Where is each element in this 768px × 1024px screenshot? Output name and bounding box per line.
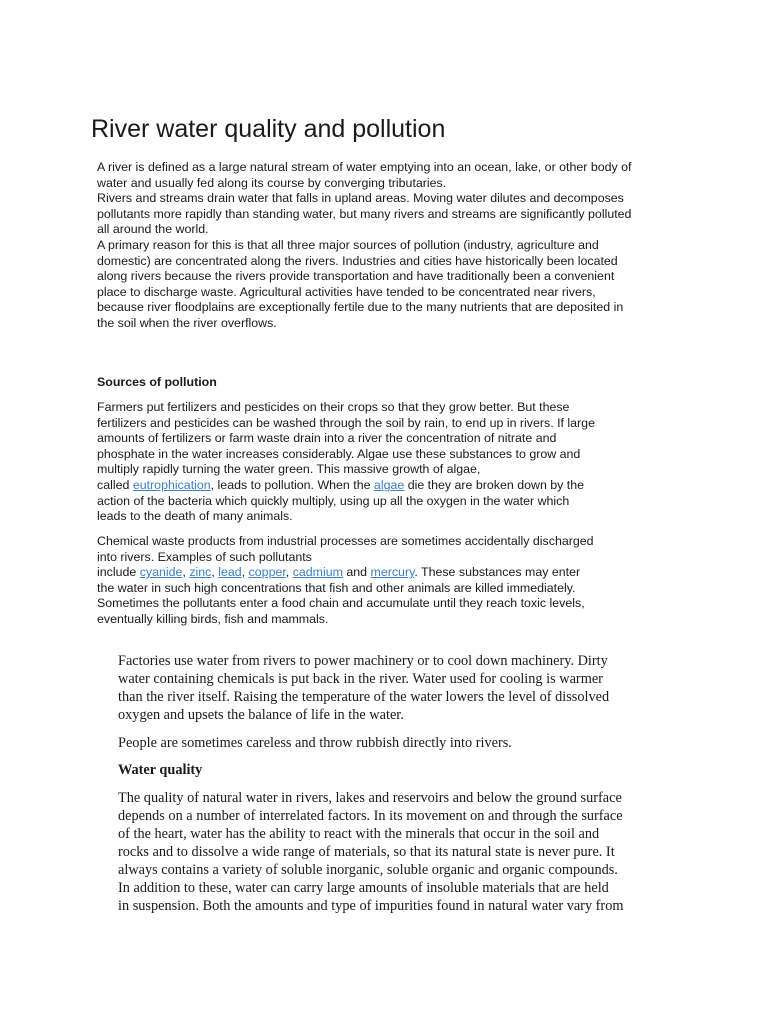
cyanide-link[interactable]: cyanide [139,565,183,580]
mercury-link[interactable]: mercury [370,565,415,580]
text-fragment: called [97,477,133,492]
cadmium-link[interactable]: cadmium [292,565,343,580]
text-line: multiply rapidly turning the water green. This massive growth of algae, [97,462,481,477]
text-line: depends on a number of interrelated factors. In its movement on and through the surface [118,808,623,824]
text-line: Rivers and streams drain water that falls in upland areas. Moving water dilutes and decomposes [97,191,624,206]
text-line: phosphate in the water increases considerably. Algae use these substances to grow and [97,446,581,461]
text-line: all around the world. [97,222,209,237]
text-line: of the heart, water has the ability to react with the minerals that occur in the soil and [118,826,600,842]
factories-paragraph [118,652,658,724]
text-line: A primary reason for this is that all three major sources of pollution (industry, agriculture and [97,237,599,252]
text-line: eventually killing birds, fish and mammals. [97,611,329,626]
text-line: fertilizers and pesticides can be washed through the soil by rain, to end up in rivers. If large [97,415,595,430]
text-line: the water in such high concentrations that fish and other animals are killed immediately. [97,580,576,595]
text-fragment: . These substances may enter [414,565,581,580]
text-line-with-links [97,565,672,581]
text-line: pollutants more rapidly than standing water, but many rivers and streams are significantly polluted [97,206,632,221]
farmers-paragraph [97,400,672,525]
people-paragraph [118,734,658,752]
text-line: oxygen and upsets the balance of life in the water. [118,707,404,723]
text-line: Chemical waste products from industrial processes are sometimes accidentally discharged [97,534,594,548]
text-line: A river is defined as a large natural stream of water emptying into an ocean, lake, or other body of [97,160,632,174]
text-line: Factories use water from rivers to power machinery or to cool down machinery. Dirty [118,653,608,669]
text-line: because river floodplains are exceptionally fertile due to the many nutrients that are deposited in [97,300,624,315]
text-line: Sometimes the pollutants enter a food chain and accumulate until they reach toxic levels, [97,596,585,611]
text-line: Farmers put fertilizers and pesticides on their crops so that they grow better. But these [97,400,570,414]
text-line-with-links [97,478,672,494]
eutrophication-link[interactable]: eutrophication [132,477,211,492]
algae-link[interactable]: algae [373,477,405,492]
text-line: than the river itself. Raising the temperature of the water lowers the level of dissolved [118,689,610,705]
text-line: the soil when the river overflows. [97,315,277,330]
water-quality-heading: Water quality [118,762,203,778]
text-line: water containing chemicals is put back in the river. Water used for cooling is warmer [118,671,603,687]
text-line: domestic) are concentrated along the rivers. Industries and cities have historically been located [97,253,618,268]
text-fragment: , [182,565,190,580]
copper-link[interactable]: copper [248,565,286,580]
text-fragment: , [211,565,219,580]
text-line: In addition to these, water can carry large amounts of insoluble materials that are held [118,880,609,896]
text-line: in suspension. Both the amounts and type of impurities found in natural water vary from [118,898,624,914]
text-line: into rivers. Examples of such pollutants [97,549,312,564]
text-line: action of the bacteria which quickly multiply, using up all the oxygen in the water which [97,493,570,508]
lead-link[interactable]: lead [218,565,242,580]
page-title: River water quality and pollution [91,115,446,143]
text-line: always contains a variety of soluble inorganic, soluble organic and organic compounds. [118,862,618,878]
text-line: along rivers because the rivers provide transportation and have traditionally been a convenient [97,269,615,284]
text-line: amounts of fertilizers or farm waste drain into a river the concentration of nitrate and [97,431,557,446]
text-fragment: and [342,565,371,580]
quality-paragraph [118,789,658,915]
sources-heading: Sources of pollution [97,375,217,389]
intro-paragraph [97,160,672,332]
text-line: People are sometimes careless and throw rubbish directly into rivers. [118,735,512,751]
text-line: rocks and to dissolve a wide range of materials, so that its natural state is never pure. It [118,844,615,860]
text-line: place to discharge waste. Agricultural activities have tended to be concentrated near rivers, [97,284,596,299]
text-line: water and usually fed along its course by converging tributaries. [97,175,447,190]
text-fragment: die they are broken down by the [404,477,585,492]
zinc-link[interactable]: zinc [189,565,212,580]
text-fragment: , [285,565,293,580]
text-fragment: , [241,565,249,580]
text-line: leads to the death of many animals. [97,509,293,524]
text-line: The quality of natural water in rivers, lakes and reservoirs and below the ground surface [118,790,622,806]
text-fragment: include [97,565,140,580]
chemical-paragraph [97,534,672,628]
text-fragment: , leads to pollution. When the [210,477,374,492]
